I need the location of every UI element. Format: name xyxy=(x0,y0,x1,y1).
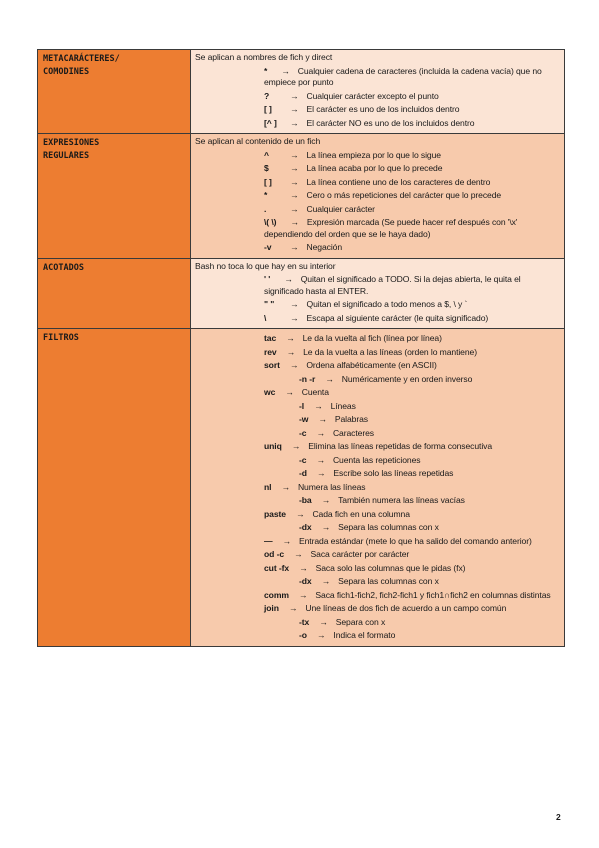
arrow-icon: → xyxy=(285,387,294,397)
text-value: Cualquier cadena de caracteres (incluida la cadena vacía) que no empiece por punto xyxy=(264,65,542,87)
text-value: Cualquier carácter xyxy=(306,203,375,214)
list-item xyxy=(195,536,559,548)
command-description: También numera las líneas vacías xyxy=(338,495,465,505)
arrow-icon: → xyxy=(286,333,295,343)
section-body xyxy=(191,258,565,329)
command-description: Separa las columnas con x xyxy=(338,522,439,532)
command-name: -l xyxy=(299,400,305,411)
arrow-icon: → xyxy=(290,117,299,128)
command-description: Entrada estándar (mete lo que ha salido del comando anterior) xyxy=(299,535,532,546)
symbol: [ ] xyxy=(264,176,272,187)
text-value: La línea acaba por lo que lo precede xyxy=(306,163,443,173)
command-description: Saca fich1-fich2, fich2-fich1 y fich1∩fich2 en columnas distintas xyxy=(315,589,551,600)
list-item xyxy=(195,468,559,480)
section-body xyxy=(191,134,565,259)
arrow-icon: → xyxy=(316,468,326,478)
arrow-icon: → xyxy=(316,630,326,640)
list-item xyxy=(195,91,559,103)
list-item xyxy=(195,217,559,240)
command-description: Saca carácter por carácter xyxy=(310,549,410,559)
text-value: Expresión marcada (Se puede hacer ref después con '\x' dependiendo del orden que se le haya dado) xyxy=(264,217,518,239)
arrow-icon: → xyxy=(282,535,291,546)
list-item xyxy=(195,299,559,311)
text-value: EXPRESIONES REGULARES xyxy=(43,138,100,161)
command-description: Escribe solo las líneas repetidas xyxy=(333,468,454,478)
arrow-icon: → xyxy=(290,242,299,252)
text-value: FILTROS xyxy=(43,333,79,343)
command-description: Une líneas de dos fich de acuerdo a un campo común xyxy=(305,603,507,613)
command-name: uniq xyxy=(264,441,282,451)
command-description: Numéricamente y en orden inverso xyxy=(341,373,473,384)
arrow-icon: → xyxy=(290,104,299,114)
list-item xyxy=(195,360,559,372)
command-description: Saca solo las columnas que le pidas (fx) xyxy=(315,562,466,573)
section-body xyxy=(191,50,565,134)
symbol: . xyxy=(264,203,267,214)
command-name: -n -r xyxy=(299,373,316,384)
arrow-icon: → xyxy=(294,549,303,559)
arrow-icon: → xyxy=(316,454,325,465)
command-name: — xyxy=(264,535,273,546)
arrow-icon: → xyxy=(289,360,299,370)
list-item xyxy=(195,66,559,89)
list-item xyxy=(195,313,559,325)
symbol: \ xyxy=(264,312,267,323)
list-item xyxy=(195,414,559,426)
list-item xyxy=(195,495,559,507)
list-item xyxy=(195,104,559,116)
list-item xyxy=(195,603,559,615)
list-item xyxy=(195,509,559,521)
arrow-icon: → xyxy=(290,149,299,160)
symbol: ? xyxy=(264,90,270,101)
command-description: Separa las columnas con x xyxy=(338,576,439,586)
command-description: Cada fich en una columna xyxy=(312,508,410,519)
table-row xyxy=(38,50,565,134)
symbol: $ xyxy=(264,163,269,173)
symbol: ' ' xyxy=(264,274,271,284)
arrow-icon: → xyxy=(288,603,298,613)
text-value: ACOTADOS xyxy=(43,262,84,273)
text-value: Quitan el significado a TODO. Si la dejas abierta, le quita el significado hasta al ENTER. xyxy=(264,274,521,296)
symbol: [^ ] xyxy=(264,117,277,128)
list-item xyxy=(195,177,559,189)
list-item xyxy=(195,333,559,345)
command-name: tac xyxy=(264,333,277,343)
symbol: [ ] xyxy=(264,104,272,114)
command-name: od -c xyxy=(264,549,285,559)
command-name: -c xyxy=(299,427,307,438)
command-description: Líneas xyxy=(330,400,356,411)
list-item xyxy=(195,617,559,629)
list-item xyxy=(195,118,559,130)
arrow-icon: → xyxy=(321,576,331,586)
page-number: 2 xyxy=(556,812,561,822)
section-header xyxy=(38,50,191,134)
arrow-icon: → xyxy=(321,495,331,505)
command-description: Cuenta xyxy=(301,387,329,397)
arrow-icon: → xyxy=(290,190,299,200)
section-intro: Se aplican a nombres de fich y direct xyxy=(195,52,333,62)
text-value: La línea contiene uno de los caracteres de dentro xyxy=(306,176,491,187)
command-name: -o xyxy=(299,630,307,640)
command-name: -w xyxy=(299,414,309,424)
command-description: Separa con x xyxy=(335,616,386,627)
command-name: -dx xyxy=(299,576,312,586)
arrow-icon: → xyxy=(314,400,323,411)
command-description: Caracteres xyxy=(332,427,374,438)
text-value: El carácter es uno de los incluidos dentro xyxy=(306,104,460,114)
command-name: paste xyxy=(264,508,286,519)
arrow-icon: → xyxy=(284,274,293,284)
arrow-icon: → xyxy=(298,589,308,600)
commands-table xyxy=(37,49,565,647)
symbol: " " xyxy=(264,299,275,309)
symbol: * xyxy=(264,190,268,200)
list-item xyxy=(195,163,559,175)
command-name: comm xyxy=(264,589,289,600)
arrow-icon: → xyxy=(290,217,299,227)
list-item xyxy=(195,347,559,359)
command-name: rev xyxy=(264,346,277,357)
list-item xyxy=(195,374,559,386)
arrow-icon: → xyxy=(321,522,331,532)
command-name: join xyxy=(264,603,279,613)
symbol: ^ xyxy=(264,149,269,160)
command-name: -dx xyxy=(299,522,312,532)
table-row xyxy=(38,329,565,647)
list-item xyxy=(195,576,559,588)
command-name: -d xyxy=(299,468,307,478)
list-item xyxy=(195,522,559,534)
text-value: Escapa al siguiente carácter (le quita significado) xyxy=(306,312,489,323)
table-row xyxy=(38,258,565,329)
list-item xyxy=(195,428,559,440)
arrow-icon: → xyxy=(319,616,328,627)
list-item xyxy=(195,482,559,494)
command-name: -c xyxy=(299,454,307,465)
text-value: Cualquier carácter excepto el punto xyxy=(306,90,439,101)
list-item xyxy=(195,204,559,216)
list-item xyxy=(195,401,559,413)
arrow-icon: → xyxy=(290,163,299,173)
arrow-icon: → xyxy=(290,176,299,187)
section-body xyxy=(191,329,565,647)
command-name: nl xyxy=(264,481,272,492)
command-description: Palabras xyxy=(334,414,368,424)
command-description: Le da la vuelta al fich (línea por línea) xyxy=(302,333,442,343)
command-description: Numera las líneas xyxy=(297,481,366,492)
text-value: La línea empieza por lo que lo sigue xyxy=(306,149,441,160)
command-name: -tx xyxy=(299,616,310,627)
arrow-icon: → xyxy=(290,90,299,101)
list-item xyxy=(195,274,559,297)
section-intro: Se aplican al contenido de un fich xyxy=(195,136,321,146)
arrow-icon: → xyxy=(295,508,305,519)
list-item xyxy=(195,563,559,575)
symbol: * xyxy=(264,65,268,76)
symbol: -v xyxy=(264,242,272,252)
table-row xyxy=(38,134,565,259)
text-value: Cero o más repeticiones del carácter que lo precede xyxy=(306,190,502,200)
command-name: -ba xyxy=(299,495,312,505)
section-intro: Bash no toca lo que hay en su interior xyxy=(195,260,336,271)
symbol: \( \) xyxy=(264,217,277,227)
arrow-icon: → xyxy=(286,346,296,357)
command-description: Indica el formato xyxy=(333,630,396,640)
command-name: sort xyxy=(264,360,280,370)
text-value: El carácter NO es uno de los incluidos dentro xyxy=(306,117,475,128)
command-name: wc xyxy=(264,387,276,397)
arrow-icon: → xyxy=(290,312,299,323)
arrow-icon: → xyxy=(290,203,299,214)
list-item xyxy=(195,190,559,202)
arrow-icon: → xyxy=(290,299,299,309)
arrow-icon: → xyxy=(299,562,308,573)
arrow-icon: → xyxy=(316,427,325,438)
arrow-icon: → xyxy=(281,481,290,492)
section-header xyxy=(38,134,191,259)
list-item xyxy=(195,441,559,453)
section-header xyxy=(38,258,191,329)
list-item xyxy=(195,549,559,561)
list-item xyxy=(195,630,559,642)
list-item xyxy=(195,455,559,467)
command-description: Cuenta las repeticiones xyxy=(332,454,421,465)
list-item xyxy=(195,590,559,602)
arrow-icon: → xyxy=(318,414,327,424)
text-value: METACARÁCTERES/ COMODINES xyxy=(43,54,120,77)
command-description: Elimina las líneas repetidas de forma consecutiva xyxy=(308,441,493,451)
arrow-icon: → xyxy=(281,65,290,76)
section-header xyxy=(38,329,191,647)
arrow-icon: → xyxy=(325,373,334,384)
command-description: Le da la vuelta a las líneas (orden lo mantiene) xyxy=(303,346,477,357)
list-item xyxy=(195,242,559,254)
command-description: Ordena alfabéticamente (en ASCII) xyxy=(306,360,437,370)
arrow-icon: → xyxy=(291,441,301,451)
list-item xyxy=(195,150,559,162)
command-name: cut -fx xyxy=(264,562,290,573)
list-item xyxy=(195,387,559,399)
text-value: Quitan el significado a todo menos a $, \ y ` xyxy=(306,299,468,309)
text-value: Negación xyxy=(306,242,343,252)
